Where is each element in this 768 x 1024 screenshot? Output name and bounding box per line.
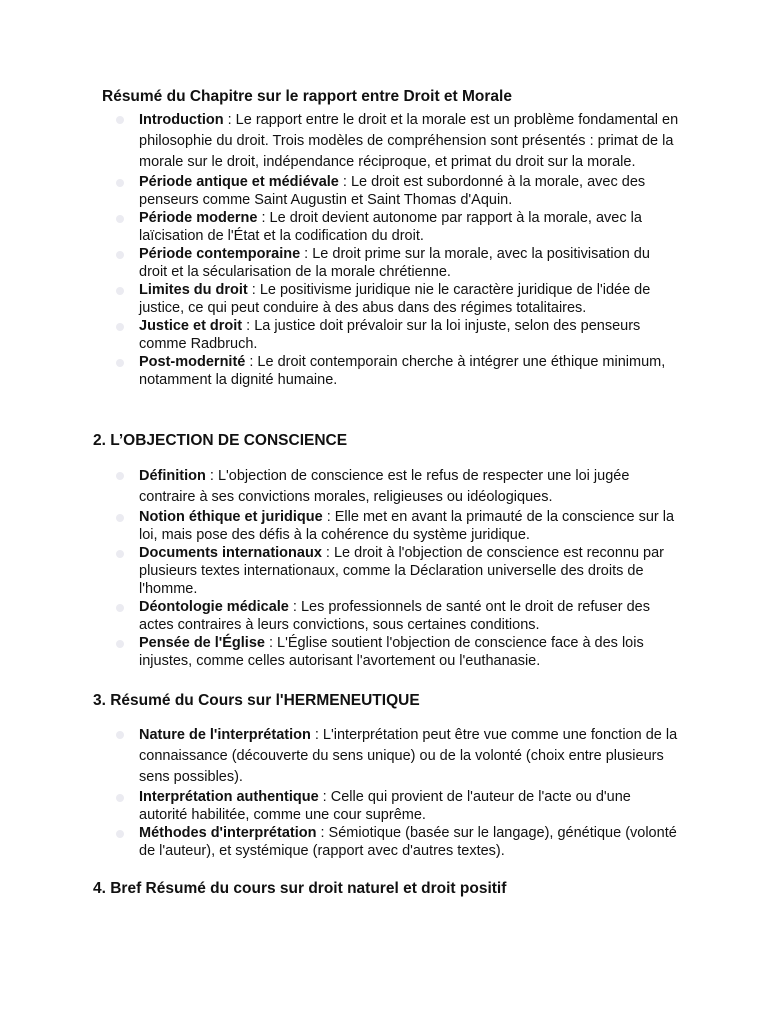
- list-item: Nature de l'interprétation : L'interprétation peut être vue comme une fonction de la connaissance (découverte du sens unique) ou de la volonté (choix entre plusieurs sens possibles).: [0, 725, 679, 788]
- section-2-title: 2. L’OBJECTION DE CONSCIENCE: [93, 432, 348, 449]
- bullet-icon: [116, 830, 124, 838]
- list-item: Période moderne : Le droit devient autonome par rapport à la morale, avec la laïcisation de l'État et la codification du droit.: [0, 209, 679, 245]
- list-item: Période antique et médiévale : Le droit est subordonné à la morale, avec des penseurs comme Saint Augustin et Saint Thomas d'Aquin.: [0, 173, 679, 209]
- section-3-title: 3. Résumé du Cours sur l'HERMENEUTIQUE: [93, 692, 420, 709]
- section-2-list: [0, 466, 768, 670]
- list-item: Limites du droit : Le positivisme juridique nie le caractère juridique de l'idée de justice, ce qui peut conduire à des abus dans des régimes totalitaires.: [0, 281, 679, 317]
- bullet-icon: [116, 514, 124, 522]
- list-item: Méthodes d'interprétation : Sémiotique (basée sur le langage), génétique (volonté de l'auteur), et systémique (rapport avec d'autres textes).: [0, 824, 679, 860]
- section-1-list: [0, 110, 768, 389]
- bullet-icon: [116, 550, 124, 558]
- bullet-icon: [116, 794, 124, 802]
- bullet-icon: [116, 179, 124, 187]
- list-item: Déontologie médicale : Les professionnels de santé ont le droit de refuser des actes contraires à leurs convictions, sous certaines conditions.: [0, 598, 679, 634]
- section-3-list: [0, 725, 768, 860]
- bullet-icon: [116, 287, 124, 295]
- bullet-icon: [116, 604, 124, 612]
- section-1-title: Résumé du Chapitre sur le rapport entre Droit et Morale: [102, 88, 512, 105]
- bullet-icon: [116, 116, 124, 124]
- list-item: Définition : L'objection de conscience est le refus de respecter une loi jugée contraire à ses convictions morales, religieuses ou idéologiques.: [0, 466, 679, 508]
- bullet-icon: [116, 215, 124, 223]
- section-4-title: 4. Bref Résumé du cours sur droit naturel et droit positif: [93, 880, 507, 897]
- bullet-icon: [116, 731, 124, 739]
- list-item: Documents internationaux : Le droit à l'objection de conscience est reconnu par plusieurs textes internationaux, comme la Déclaration universelle des droits de l'homme.: [0, 544, 679, 598]
- list-item: Justice et droit : La justice doit prévaloir sur la loi injuste, selon des penseurs comme Radbruch.: [0, 317, 679, 353]
- bullet-icon: [116, 323, 124, 331]
- bullet-icon: [116, 251, 124, 259]
- list-item: Introduction : Le rapport entre le droit et la morale est un problème fondamental en philosophie du droit. Trois modèles de compréhension sont présentés : primat de la morale sur le droit, indépendance réciproque, et primat du droit sur la morale.: [0, 110, 679, 173]
- list-item: Notion éthique et juridique : Elle met en avant la primauté de la conscience sur la loi, mais pose des défis à la cohérence du système juridique.: [0, 508, 679, 544]
- list-item: Période contemporaine : Le droit prime sur la morale, avec la positivisation du droit et la sécularisation de la morale chrétienne.: [0, 245, 679, 281]
- list-item: Interprétation authentique : Celle qui provient de l'auteur de l'acte ou d'une autorité habilitée, comme une cour suprême.: [0, 788, 679, 824]
- list-item: Pensée de l'Église : L'Église soutient l'objection de conscience face à des lois injustes, comme celles autorisant l'avortement ou l'euthanasie.: [0, 634, 679, 670]
- bullet-icon: [116, 359, 124, 367]
- bullet-icon: [116, 640, 124, 648]
- bullet-icon: [116, 472, 124, 480]
- list-item: Post-modernité : Le droit contemporain cherche à intégrer une éthique minimum, notamment la dignité humaine.: [0, 353, 679, 389]
